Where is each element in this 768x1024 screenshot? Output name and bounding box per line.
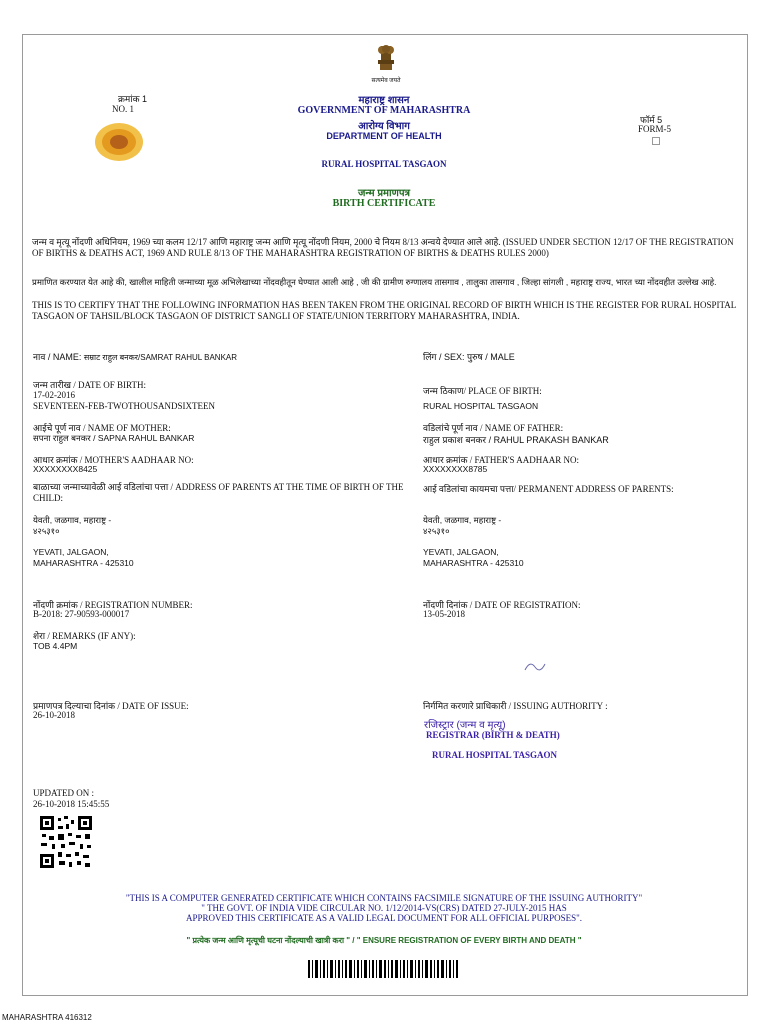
certify-paragraph-mr: प्रमाणित करण्यात येत आहे की, खालील माहिती जन्माच्या मूळ अभिलेखाच्या नोंदवहीतून घेण्यात आली आहे , जी की ग्रामीण रुग्णालय तासगाव , तालुका तासगाव , जिल्हा सांगली , महाराष्ट्र राज्य, भारत च्या नोंदवहीत उल्लेख आहे.	[32, 277, 717, 287]
serial-number-en: NO. 1	[112, 104, 134, 114]
govt-circular-notice: " THE GOVT. OF INDIA VIDE CIRCULAR NO. 1/12/2014-VS(CRS) DATED 27-JULY-2015 HAS	[201, 903, 567, 913]
pob-value: RURAL HOSPITAL TASGAON	[423, 401, 539, 411]
valid-document-notice: APPROVED THIS CERTIFICATE AS A VALID LEGAL DOCUMENT FOR ALL OFFICIAL PURPOSES".	[185, 913, 583, 923]
registrar-title-en: REGISTRAR (BIRTH & DEATH)	[426, 730, 560, 740]
dob-label: जन्म तारीख / DATE OF BIRTH:	[33, 380, 146, 390]
father-aadhaar-value: XXXXXXXX8785	[423, 464, 488, 474]
signature-mark-icon	[522, 656, 548, 676]
permanent-address-mr-line1: येवती, जळगाव, महाराष्ट्र -	[423, 515, 502, 525]
address-at-birth-mr-line1: येवती, जळगाव, महाराष्ट्र -	[33, 515, 112, 525]
permanent-address-label: आई वडिलांचा कायमचा पत्ता/ PERMANENT ADDRESS OF PARENTS:	[423, 484, 674, 494]
bottom-address-fragment: MAHARASHTRA 416312	[2, 1013, 92, 1022]
name-field	[33, 350, 237, 363]
permanent-address-en-line2: MAHARASHTRA - 425310	[423, 558, 524, 568]
department-title-mr: आरोग्य विभाग	[358, 121, 410, 132]
emblem-caption: सत्यमेव जयते	[371, 78, 401, 84]
pob-label: जन्म ठिकाण/ PLACE OF BIRTH:	[423, 386, 542, 396]
father-value: राहुल प्रकाश बनकर / RAHUL PRAKASH BANKAR	[423, 435, 609, 445]
registration-date-value: 13-05-2018	[423, 609, 465, 619]
maharashtra-seal-icon	[94, 122, 144, 162]
remarks-label: शेरा / REMARKS (IF ANY):	[33, 631, 136, 641]
government-title-en: GOVERNMENT OF MAHARASHTRA	[297, 105, 471, 116]
issuing-authority-label: निर्गमित करणारे प्राधिकारी / ISSUING AUTHORITY :	[423, 701, 608, 711]
government-title-mr: महाराष्ट्र शासन	[358, 95, 410, 106]
mother-aadhaar-value: XXXXXXXX8425	[33, 464, 98, 474]
dob-value: 17-02-2016	[33, 390, 75, 400]
name-label: नाव / NAME:	[33, 352, 82, 362]
address-at-birth	[33, 515, 134, 569]
registrar-hospital: RURAL HOSPITAL TASGAON	[432, 750, 558, 760]
barcode-icon	[308, 960, 458, 978]
issued-under-paragraph: जन्म व मृत्यू नोंदणी अधिनियम, 1969 च्या कलम 12/17 आणि महाराष्ट्र जन्म आणि मृत्यू नोंदणी नियम, 2000 चे नियम 8/13 अन्वये देण्यात आले आहे. (ISSUED UNDER SECTION 12/17 OF THE REGISTRATION OF BIRTHS & DEATHS ACT, 1969 AND RULE 8/13 OF THE MAHARASHTRA REGISTRATION OF BIRTHS & DEATHS RULES 2000)	[32, 237, 734, 258]
serial-number-mr: क्रमांक 1	[118, 94, 148, 104]
remarks-value: TOB 4.4PM	[33, 641, 78, 651]
updated-on-label: UPDATED ON :	[33, 788, 95, 798]
sex-field	[423, 350, 515, 363]
mother-value: सपना राहुल बनकर / SAPNA RAHUL BANKAR	[33, 433, 195, 443]
mother-label: आईचे पूर्ण नाव / NAME OF MOTHER:	[33, 423, 171, 433]
form-number-en: FORM-5	[638, 124, 672, 134]
national-emblem-icon	[370, 44, 402, 78]
form-mark-icon	[652, 137, 660, 145]
father-aadhaar-label: आधार क्रमांक / FATHER'S AADHAAR NO:	[423, 455, 579, 465]
mother-aadhaar-label: आधार क्रमांक / MOTHER'S AADHAAR NO:	[33, 455, 194, 465]
address-at-birth-mr-line2: ४२५३१०	[33, 526, 60, 536]
qr-code-icon	[38, 814, 94, 870]
address-at-birth-label: बाळाच्या जन्माच्यावेळी आई वडिलांचा पत्ता / ADDRESS OF PARENTS AT THE TIME OF BIRTH OF THE CHILD:	[33, 482, 404, 503]
registrar-signature-mr: रजिस्ट्रार (जन्म व मृत्यू)	[424, 720, 506, 731]
form-number-mr: फॉर्म 5	[640, 115, 663, 125]
dob-words: SEVENTEEN-FEB-TWOTHOUSANDSIXTEEN	[33, 401, 215, 411]
permanent-address	[423, 515, 524, 569]
name-value: सम्राट राहुल बनकर/SAMRAT RAHUL BANKAR	[83, 353, 238, 362]
updated-on-value: 26-10-2018 15:45:55	[33, 799, 110, 809]
address-at-birth-en-line1: YEVATI, JALGAON,	[33, 547, 109, 557]
permanent-address-en-line1: YEVATI, JALGAON,	[423, 547, 499, 557]
certify-paragraph-en: THIS IS TO CERTIFY THAT THE FOLLOWING INFORMATION HAS BEEN TAKEN FROM THE ORIGINAL RECORD OF BIRTH WHICH IS THE REGISTER FOR RURAL HOSPITAL TASGAON OF TAHSIL/BLOCK TASGAON OF DISTRICT SANGLI OF STATE/UNION TERRITORY MAHARASHTRA, INDIA.	[32, 300, 736, 321]
sex-label: लिंग / SEX:	[423, 352, 465, 362]
certificate-title-mr: जन्म प्रमाणपत्र	[357, 188, 411, 199]
registration-number-value: B-2018: 27-90593-000017	[33, 609, 130, 619]
registration-date-label: नोंदणी दिनांक / DATE OF REGISTRATION:	[423, 600, 581, 610]
registration-number-label: नोंदणी क्रमांक / REGISTRATION NUMBER:	[33, 600, 193, 610]
hospital-name: RURAL HOSPITAL TASGAON	[321, 159, 447, 169]
computer-generated-notice: "THIS IS A COMPUTER GENERATED CERTIFICATE WHICH CONTAINS FACSIMILE SIGNATURE OF THE ISSUING AUTHORITY"	[125, 893, 643, 903]
permanent-address-mr-line2: ४२५३१०	[423, 526, 450, 536]
department-title-en: DEPARTMENT OF HEALTH	[326, 131, 442, 141]
address-at-birth-en-line2: MAHARASHTRA - 425310	[33, 558, 134, 568]
certificate-title-en: BIRTH CERTIFICATE	[332, 198, 436, 209]
date-of-issue-value: 26-10-2018	[33, 710, 75, 720]
sex-value: पुरुष / MALE	[467, 352, 515, 362]
date-of-issue-label: प्रमाणपत्र दिल्याचा दिनांक / DATE OF ISSUE:	[33, 701, 189, 711]
father-label: वडिलांचे पूर्ण नाव / NAME OF FATHER:	[423, 423, 564, 433]
registration-slogan: " प्रत्येक जन्म आणि मृत्यूची घटना नोंदल्याची खात्री करा " / " ENSURE REGISTRATION OF EVERY BIRTH AND DEATH "	[186, 936, 582, 945]
